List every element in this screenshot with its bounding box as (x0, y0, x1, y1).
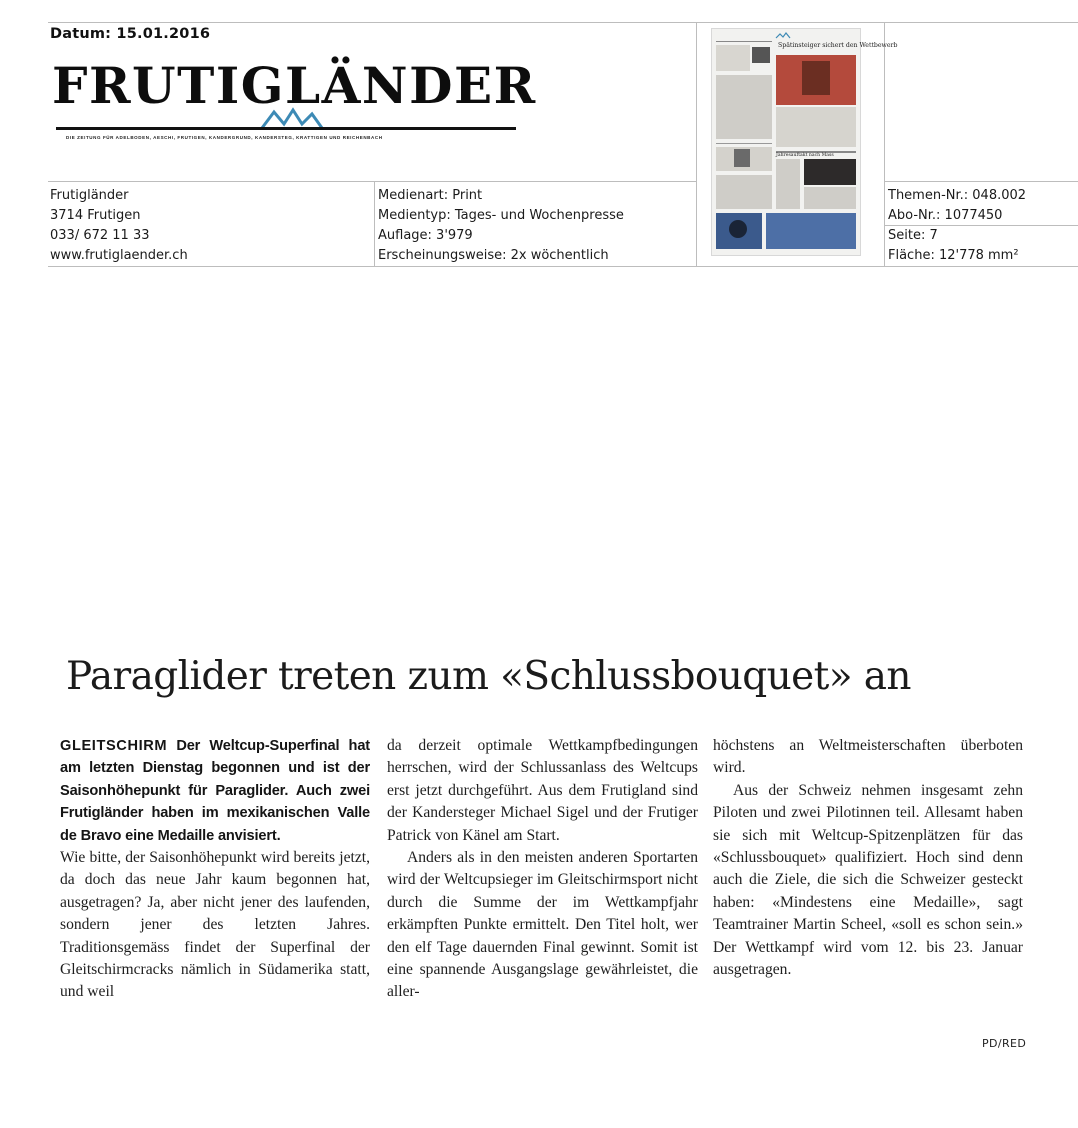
newspaper-logo (52, 56, 537, 146)
article-paragraph: höchstens an Weltmeisterschaften überboten wird. (713, 737, 1023, 777)
logo-subtitle: DIE ZEITUNG FÜR ADELBODEN, AESCHI, FRUTIGEN, KANDERGRUND, KANDERSTEG, KRATTIGEN UND REICHENBACH (66, 135, 383, 140)
article-paragraph: Wie bitte, der Saisonhöhepunkt wird bereits jetzt, da doch das neue Jahr kaum begonnen hat, ausgetragen? Ja, aber nicht jener des laufenden, sondern jener des letzten Jahres. Traditionsgemäss findet der Superfinal der Gleitschirmcracks nämlich in Südamerika statt, und weil (60, 849, 370, 1001)
media-frequency: Erscheinungsweise: 2x wöchentlich (378, 248, 609, 263)
publisher-name: Frutigländer (50, 188, 129, 203)
meta-mid-rule (884, 181, 1078, 182)
article-column-2 (387, 735, 698, 1004)
publisher-address: 3714 Frutigen (50, 208, 141, 223)
thumbnail-headline: Spätinsteiger sichert den Wettbewerb (778, 42, 898, 49)
article-paragraph: Anders als in den meisten anderen Sportarten wird der Weltcupsieger im Gleitschirmsport nicht durch die Summe der im Wettkampfjahr erkämpften Punkte ermittelt. Den Titel holt, wer den elf Tage dauernden Final gewinnt. Somit ist eine spannende Ausgangslage gewährleistet, die aller- (387, 849, 698, 1001)
topic-number: Themen-Nr.: 048.002 (888, 188, 1027, 203)
col-divider-3 (884, 22, 885, 266)
header-top-rule (48, 22, 1078, 23)
area-size: Fläche: 12'778 mm² (888, 248, 1019, 263)
article-lead-text: Der Weltcup-Superfinal hat am letzten Dienstag begonnen und ist der Saisonhöhepunkt für Paraglider. Auch zwei Frutigländer haben im mexikanischen Valle de Bravo eine Medaille anvisiert. (60, 738, 370, 844)
article-kicker: GLEITSCHIRM (60, 738, 168, 754)
subscription-number: Abo-Nr.: 1077450 (888, 208, 1003, 223)
page-thumbnail (711, 28, 898, 256)
media-info (378, 186, 624, 266)
col-divider-1 (374, 181, 375, 266)
header-bottom-rule (48, 266, 1078, 267)
article-headline: Paraglider treten zum «Schlussbouquet» an (66, 654, 911, 699)
article-column-1 (60, 735, 370, 1004)
publisher-website[interactable]: www.frutiglaender.ch (50, 248, 188, 263)
page-number: Seite: 7 (888, 228, 938, 243)
article-author: PD/RED (982, 1037, 1027, 1050)
page-thumbnail-image (712, 29, 898, 255)
header-mid-rule (48, 181, 696, 182)
article-column-3 (713, 735, 1023, 981)
media-circulation: Auflage: 3'979 (378, 228, 473, 243)
publisher-phone: 033/ 672 11 33 (50, 228, 150, 243)
media-type: Medienart: Print (378, 188, 483, 203)
col-divider-2 (696, 22, 697, 266)
article-paragraph: Aus der Schweiz nehmen insgesamt zehn Piloten und zwei Pilotinnen teil. Allesamt haben sie sich mit Weltcup-Spitzenplätzen für das «Schlussbouquet» qualifiziert. Hoch sind denn auch die Ziele, die sich die Schweizer gesteckt haben: «Mindestens eine Medaille», sagt Teamtrainer Martin Scheel, «soll es schon sein.» Der Wettkampf wird vom 12. bis 23. Januar ausgetragen. (713, 781, 1023, 979)
article-paragraph: da derzeit optimale Wettkampfbedingungen herrschen, wird der Schlussanlass des Weltcups erst jetzt durchgeführt. Aus dem Frutigland sind der Kandersteger Michael Sigel und der Frutiger Patrick von Känel am Start. (387, 737, 698, 844)
publisher-info (50, 186, 188, 266)
clipping-meta (888, 186, 1026, 266)
logo-rule (56, 127, 516, 130)
date-label: Datum: 15.01.2016 (50, 26, 211, 42)
article-lead (60, 735, 370, 847)
thumbnail-subhead: Jahresauftakt nach Mass (776, 153, 834, 158)
media-category: Medientyp: Tages- und Wochenpresse (378, 208, 624, 223)
logo-text: FRUTIGLÄNDER (52, 56, 537, 115)
